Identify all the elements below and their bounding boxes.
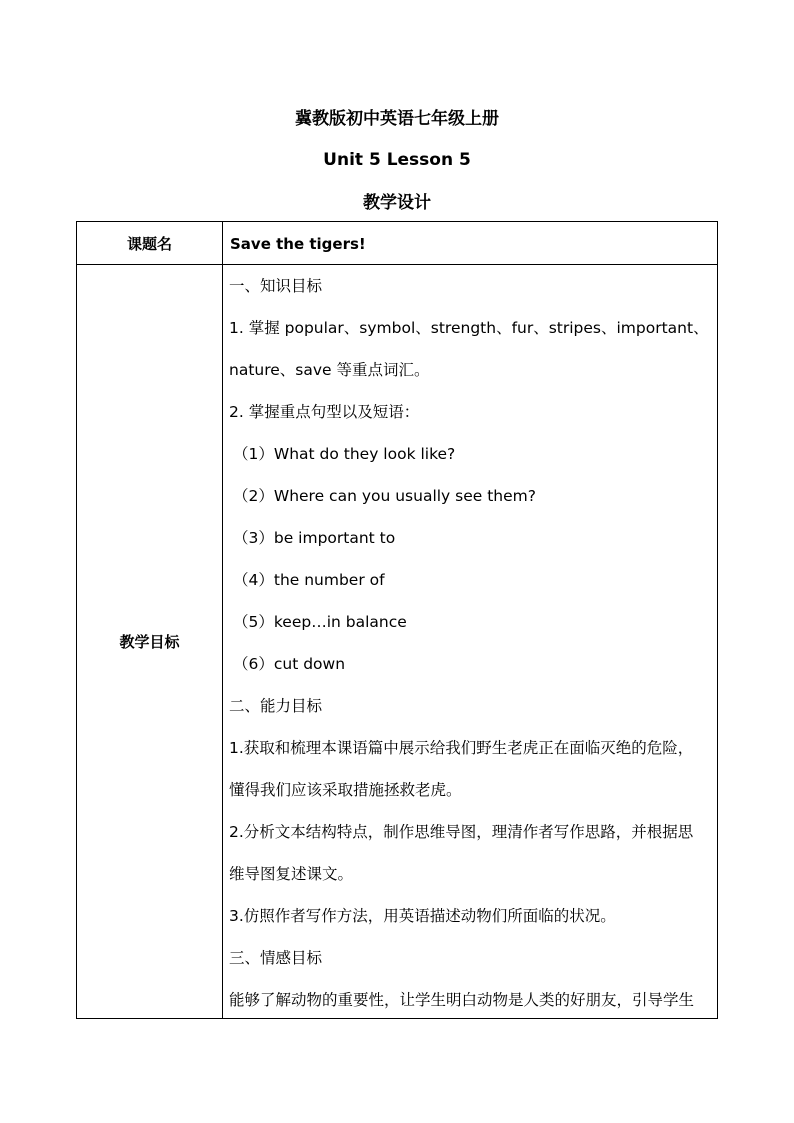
topic-value: Save the tigers! (230, 235, 366, 253)
objective-line: 一、知识目标 (229, 277, 323, 295)
objective-line: 1. 掌握 popular、symbol、strength、fur、stripes、important、 (229, 319, 709, 337)
objective-line: 二、能力目标 (229, 697, 323, 715)
objective-line: （2）Where can you usually see them? (233, 487, 536, 505)
objective-line: （3）be important to (233, 529, 396, 547)
table-row-divider (77, 264, 717, 265)
objective-line: 懂得我们应该采取措施拯救老虎。 (229, 781, 462, 799)
objective-line: （6）cut down (233, 655, 346, 673)
lesson-plan-table (76, 221, 718, 1019)
topic-label: 课题名 (126, 235, 172, 253)
objective-line: 三、情感目标 (229, 949, 323, 967)
table-column-divider (222, 222, 223, 1018)
lesson-title: Unit 5 Lesson 5 (323, 150, 471, 170)
objective-line: （4）the number of (233, 571, 385, 589)
document-title: 冀教版初中英语七年级上册 (295, 109, 499, 129)
objective-line: 2.分析文本结构特点，制作思维导图，理清作者写作思路，并根据思 (229, 823, 694, 841)
objective-line: （5）keep…in balance (233, 613, 407, 631)
objectives-label: 教学目标 (119, 633, 180, 651)
objective-line: 能够了解动物的重要性，让学生明白动物是人类的好朋友，引导学生 (229, 991, 695, 1009)
objective-line: nature、save 等重点词汇。 (229, 361, 430, 379)
objective-line: （1）What do they look like? (233, 445, 456, 463)
document-type: 教学设计 (363, 193, 431, 213)
objective-line: 3.仿照作者写作方法，用英语描述动物们所面临的状况。 (229, 907, 616, 925)
objectives-content (229, 276, 713, 1032)
objective-line: 维导图复述课文。 (229, 865, 354, 883)
objective-line: 2. 掌握重点句型以及短语： (229, 403, 420, 421)
objective-line: 1.获取和梳理本课语篇中展示给我们野生老虎正在面临灭绝的危险， (229, 739, 694, 757)
